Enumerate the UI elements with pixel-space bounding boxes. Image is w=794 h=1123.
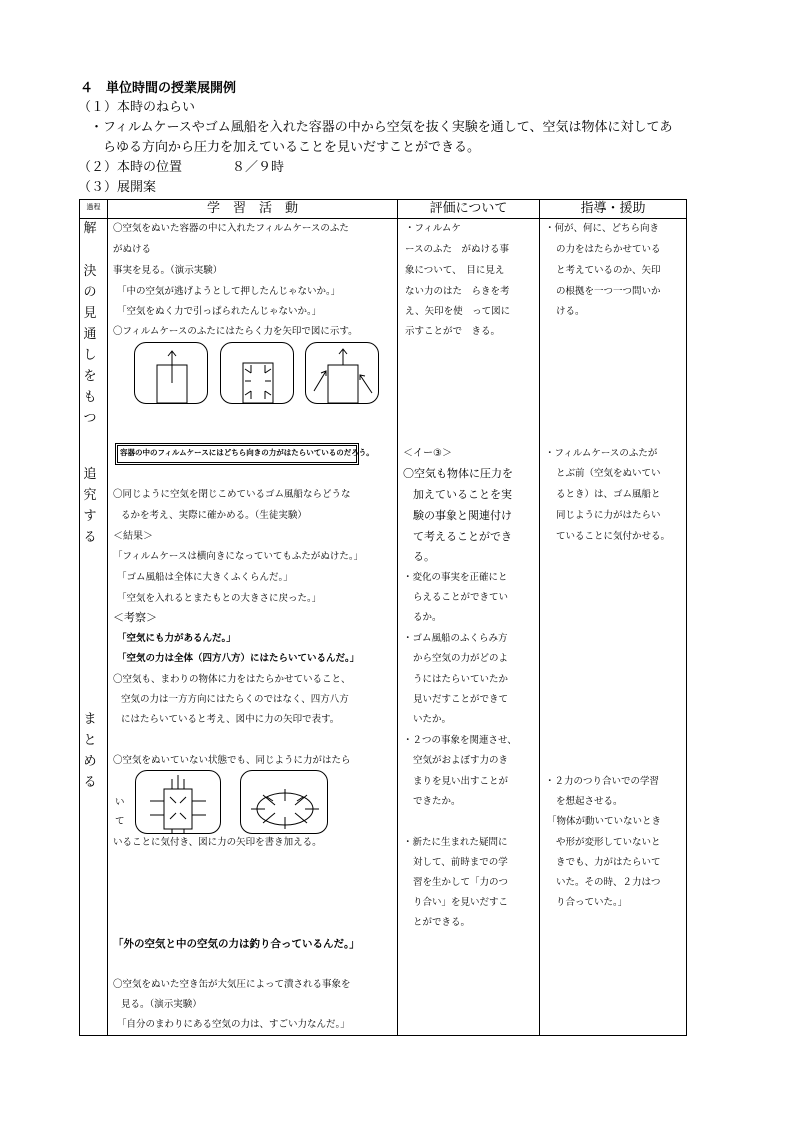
plan-heading: （３）展開案 (78, 180, 157, 195)
evaluation-line: 空気がおよぼす力のき (413, 755, 509, 766)
aim-line-1: ・フィルムケースやゴム風船を入れた容器の中から空気を抜く実験を通して、空気は物体に対してあ (90, 120, 673, 135)
activity-line: 〇フィルムケースのふたにはたらく力を矢印で図に示す。 (113, 326, 358, 337)
header-activity: 学 習 活 動 (206, 201, 298, 216)
activity-line: 空気の力は一方方向にはたらくのではなく、四方八方 (121, 694, 349, 705)
evaluation-line: らえることができてい (413, 592, 509, 603)
activity-line: て (115, 816, 125, 827)
evaluation-line: 加えていることを実 (413, 488, 512, 501)
table-border-right (686, 199, 687, 1035)
guidance-line: の力をはたらかせている (556, 244, 661, 255)
guidance-line: るとき）は、ゴム風船と (556, 489, 661, 500)
aim-line-2: らゆる方向から圧力を加えていることを見いだすことができる。 (103, 140, 481, 155)
evaluation-criteria-code: ＜イー③＞ (403, 448, 452, 459)
table-divider-3 (539, 199, 540, 1035)
diagram-film-case-equilibrium (135, 770, 221, 834)
activity-line: 「空気にも力があるんだ。」 (117, 633, 236, 644)
activity-line: 「中の空気が逃げようとして押したんじゃないか。」 (117, 286, 341, 297)
evaluation-line: 対して、前時までの学 (413, 857, 508, 868)
evaluation-line: ・フィルムケ (405, 223, 461, 234)
activity-line: ＜結果＞ (113, 531, 153, 542)
guidance-line: ・２力のつり合いでの学習 (545, 776, 660, 787)
diagram-film-case-3 (305, 342, 379, 404)
question-text: 容器の中のフィルムケースにはどちら向きの力がはたらいているのだろう。 (120, 448, 374, 457)
stage-char: 決 (83, 264, 97, 279)
stage-char: 追 (83, 467, 97, 482)
activity-line: 「空気の力は全体（四方八方）にはたらいているんだ。」 (117, 653, 360, 664)
stage-char: と (83, 733, 97, 748)
evaluation-line: 〇空気も物体に圧力を (403, 467, 513, 480)
table-border-left (79, 199, 80, 1035)
position-heading: （２）本時の位置 (78, 160, 183, 175)
evaluation-line: ・新たに生まれた疑問に (403, 837, 508, 848)
activity-line: 事実を見る。（演示実験） (113, 265, 223, 276)
table-header-divider (79, 218, 687, 219)
evaluation-line: り合い」を見いだすこ (413, 897, 509, 908)
guidance-line: 同じように力がはたらい (556, 510, 661, 521)
evaluation-line: ない力のはた らきを考 (405, 286, 510, 297)
stage-char: つ (83, 411, 97, 426)
table-divider-2 (397, 199, 398, 1035)
guidance-line: きでも、力がはたらいて (556, 857, 661, 868)
diagram-film-case-1 (134, 342, 208, 404)
activity-line: 「空気を入れるとまたもとの大きさに戻った。」 (117, 593, 322, 604)
evaluation-line: まりを見い出すことが (413, 776, 509, 787)
guidance-line: 「物体が動いていないとき (547, 816, 662, 827)
activity-line: にはたらいていると考え、図中に力の矢印で表す。 (121, 714, 340, 725)
activity-line: ＜考察＞ (113, 611, 157, 624)
evaluation-line: るか。 (413, 612, 442, 623)
guidance-line: いた。その時、２力はつ (556, 877, 661, 888)
stage-char: 解 (83, 221, 97, 236)
evaluation-line: て考えることができ (413, 530, 512, 543)
stage-char: の (83, 285, 97, 300)
evaluation-line: 習を生かして「力のつ (413, 877, 509, 888)
guidance-line: の根拠を一つ一つ問いか (556, 286, 661, 297)
guidance-line: ・フィルムケースのふたが (545, 448, 658, 459)
activity-line: 〇同じように空気を閉じこめているゴム風船ならどうな (113, 489, 351, 500)
activity-line: るかを考え、実際に確かめる。（生徒実験） (121, 510, 307, 521)
activity-line: 〇空気をぬいた容器の中に入れたフィルムケースのふた (113, 223, 349, 234)
activity-line: 「自分のまわりにある空気の力は、すごい力なんだ。」 (117, 1019, 350, 1030)
header-stage: 過程 (86, 203, 101, 211)
guidance-line: や形が変形していないと (556, 837, 661, 848)
evaluation-line: できたか。 (413, 796, 461, 807)
evaluation-line: え、矢印を使 って図に (405, 306, 511, 317)
evaluation-line: ースのふた がぬける事 (405, 244, 510, 255)
guidance-line: ・何が、何に、どちら向き (545, 223, 660, 234)
stage-char: も (83, 390, 97, 405)
evaluation-line: ・ゴム風船のふくらみ方 (403, 633, 508, 644)
diagram-balloon-equilibrium (240, 770, 328, 834)
evaluation-line: る。 (413, 550, 435, 563)
stage-char: め (83, 754, 97, 769)
evaluation-line: 験の事象と関連付け (413, 509, 512, 522)
table-border-top (79, 199, 687, 200)
evaluation-line: 象について、 目に見え (405, 265, 505, 276)
activity-line: 見る。（演示実験） (121, 999, 202, 1010)
table-divider-1 (107, 199, 108, 1035)
stage-char: を (83, 369, 97, 384)
aim-heading: （１）本時のねらい (78, 100, 196, 115)
evaluation-line: 示すことがで きる。 (405, 326, 501, 337)
stage-char: す (83, 509, 97, 524)
activity-line: 〇空気をぬいた空き缶が大気圧によって潰される事象を (113, 979, 351, 990)
stage-char: ま (83, 712, 97, 727)
evaluation-line: ・変化の事実を正確にと (403, 572, 508, 583)
position-value: ８／９時 (232, 160, 285, 175)
activity-line: 〇空気も、まわりの物体に力をはたらかせていること、 (113, 674, 351, 685)
stage-char: る (83, 775, 97, 790)
activity-line: いることに気付き、図に力の矢印を書き加える。 (113, 837, 322, 848)
header-guidance: 指導・援助 (580, 201, 646, 216)
activity-line: 「フィルムケースは横向きになっていてもふたがぬけた。」 (113, 551, 364, 562)
stage-char: 見 (83, 306, 97, 321)
guidance-line: とぶ前（空気をぬいてい (556, 468, 661, 479)
stage-char: 通 (83, 327, 97, 342)
stage-char: る (83, 530, 97, 545)
evaluation-line: 見いだすことができて (413, 694, 509, 705)
stage-char: し (83, 348, 97, 363)
evaluation-line: ・２つの事象を関連させ、 (403, 735, 517, 746)
guidance-line: り合っていた。」 (556, 897, 628, 908)
activity-line: 「ゴム風船は全体に大きくふくらんだ。」 (117, 572, 293, 583)
activity-line: がぬける (113, 244, 152, 255)
evaluation-line: とができる。 (413, 917, 471, 928)
guidance-line: と考えているのか、矢印 (556, 265, 661, 276)
activity-line: 〇空気をぬいていない状態でも、同じように力がはたら (113, 755, 351, 766)
activity-line: 「空気をぬく力で引っぱられたんじゃないか。」 (117, 306, 322, 317)
activity-line: い (115, 797, 125, 808)
activity-line: 「外の空気と中の空気の力は釣り合っているんだ。」 (113, 938, 360, 950)
stage-char: 究 (83, 488, 97, 503)
header-evaluation: 評価について (429, 201, 508, 216)
diagram-film-case-2 (220, 342, 294, 404)
evaluation-line: から空気の力がどのよ (413, 653, 509, 664)
evaluation-line: いたか。 (413, 714, 452, 725)
guidance-line: ていることに気付かせる。 (556, 531, 671, 542)
guidance-line: ける。 (556, 306, 585, 317)
table-border-bottom (79, 1035, 687, 1036)
guidance-line: を想起させる。 (556, 796, 623, 807)
evaluation-line: うにはたらいていたか (413, 674, 509, 685)
section-title: ４ 単位時間の授業展開例 (80, 81, 237, 96)
